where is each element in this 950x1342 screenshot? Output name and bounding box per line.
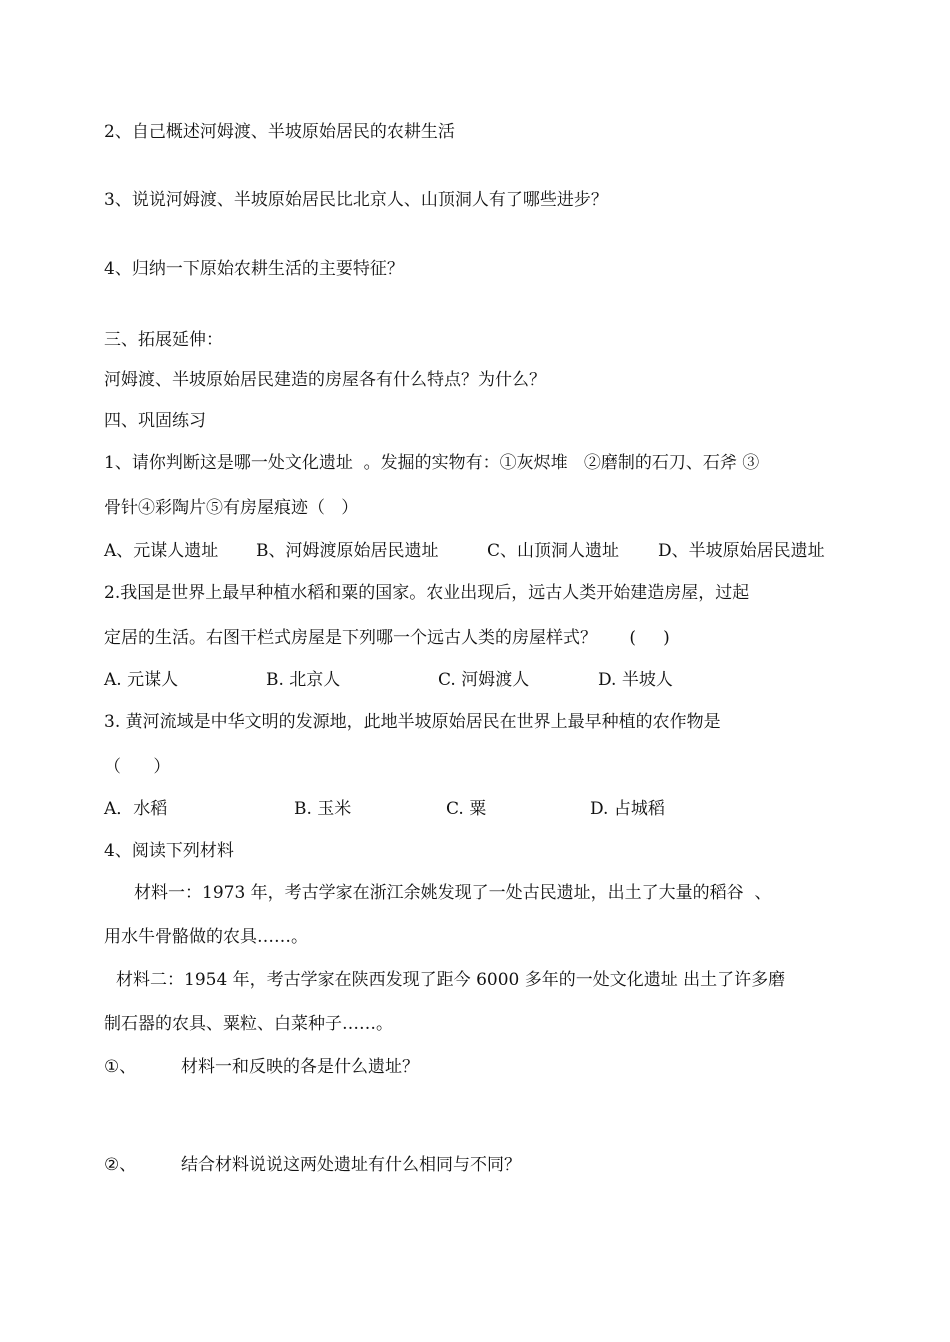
exercise-1-option-d: D、半坡原始居民遗址 [658, 541, 825, 561]
exercise-3-option-d: D. 占城稻 [590, 799, 665, 819]
exercise-1-option-a: A、元谋人遗址 [104, 541, 219, 561]
sub-question-2-marker: ②、 [104, 1155, 137, 1175]
question-3: 3、说说河姆渡、半坡原始居民比北京人、山顶洞人有了哪些进步？ [104, 190, 608, 210]
exercise-1-line-2: 骨针④彩陶片⑤有房屋痕迹（ ） [104, 498, 359, 518]
exercise-3-line-2: （ ） [104, 757, 171, 777]
exercise-2-option-a: A. 元谋人 [104, 670, 179, 690]
material-2-line-2: 制石器的农具、粟粒、白菜种子……。 [104, 1014, 393, 1034]
exercise-2-line-2: 定居的生活。右图干栏式房屋是下列哪一个远古人类的房屋样式？ ( ) [104, 628, 670, 648]
exercise-1-option-b: B、河姆渡原始居民遗址 [256, 541, 439, 561]
sub-question-1-marker: ①、 [104, 1057, 137, 1077]
exercise-4-heading: 4、阅读下列材料 [104, 841, 234, 861]
exercise-3-option-c: C. 粟 [446, 799, 487, 819]
question-4: 4、归纳一下原始农耕生活的主要特征？ [104, 259, 404, 279]
material-1-line-2: 用水牛骨骼做的农具……。 [104, 927, 308, 947]
exercise-2-option-b: B. 北京人 [266, 670, 341, 690]
section-3-heading: 三、拓展延伸： [104, 330, 223, 350]
exercise-3-line-1: 3. 黄河流域是中华文明的发源地，此地半坡原始居民在世界上最早种植的农作物是 [104, 712, 721, 732]
question-2: 2、自己概述河姆渡、半坡原始居民的农耕生活 [104, 122, 455, 142]
exercise-3-option-a: A．水稻 [104, 799, 168, 819]
sub-question-1-text: 材料一和反映的各是什么遗址？ [181, 1057, 419, 1077]
section-4-heading: 四、巩固练习 [104, 411, 206, 431]
material-1-line-1: 材料一：1973 年，考古学家在浙江余姚发现了一处古民遗址，出土了大量的稻谷 、 [134, 883, 772, 903]
section-3-question: 河姆渡、半坡原始居民建造的房屋各有什么特点？为什么？ [104, 370, 546, 390]
exercise-2-option-c: C. 河姆渡人 [438, 670, 530, 690]
exercise-1-option-c: C、山顶洞人遗址 [487, 541, 620, 561]
exercise-3-option-b: B. 玉米 [294, 799, 352, 819]
material-2-line-1: 材料二：1954 年，考古学家在陕西发现了距今 6000 多年的一处文化遗址 出土了许多磨 [116, 970, 786, 990]
exercise-2-line-1: 2.我国是世界上最早种植水稻和粟的国家。农业出现后，远古人类开始建造房屋，过起 [104, 583, 750, 603]
exercise-2-option-d: D. 半坡人 [598, 670, 673, 690]
exercise-1-line-1: 1、请你判断这是哪一处文化遗址 。发掘的实物有：①灰烬堆 ②磨制的石刀、石斧 ③ [104, 453, 760, 473]
sub-question-2-text: 结合材料说说这两处遗址有什么相同与不同？ [181, 1155, 521, 1175]
